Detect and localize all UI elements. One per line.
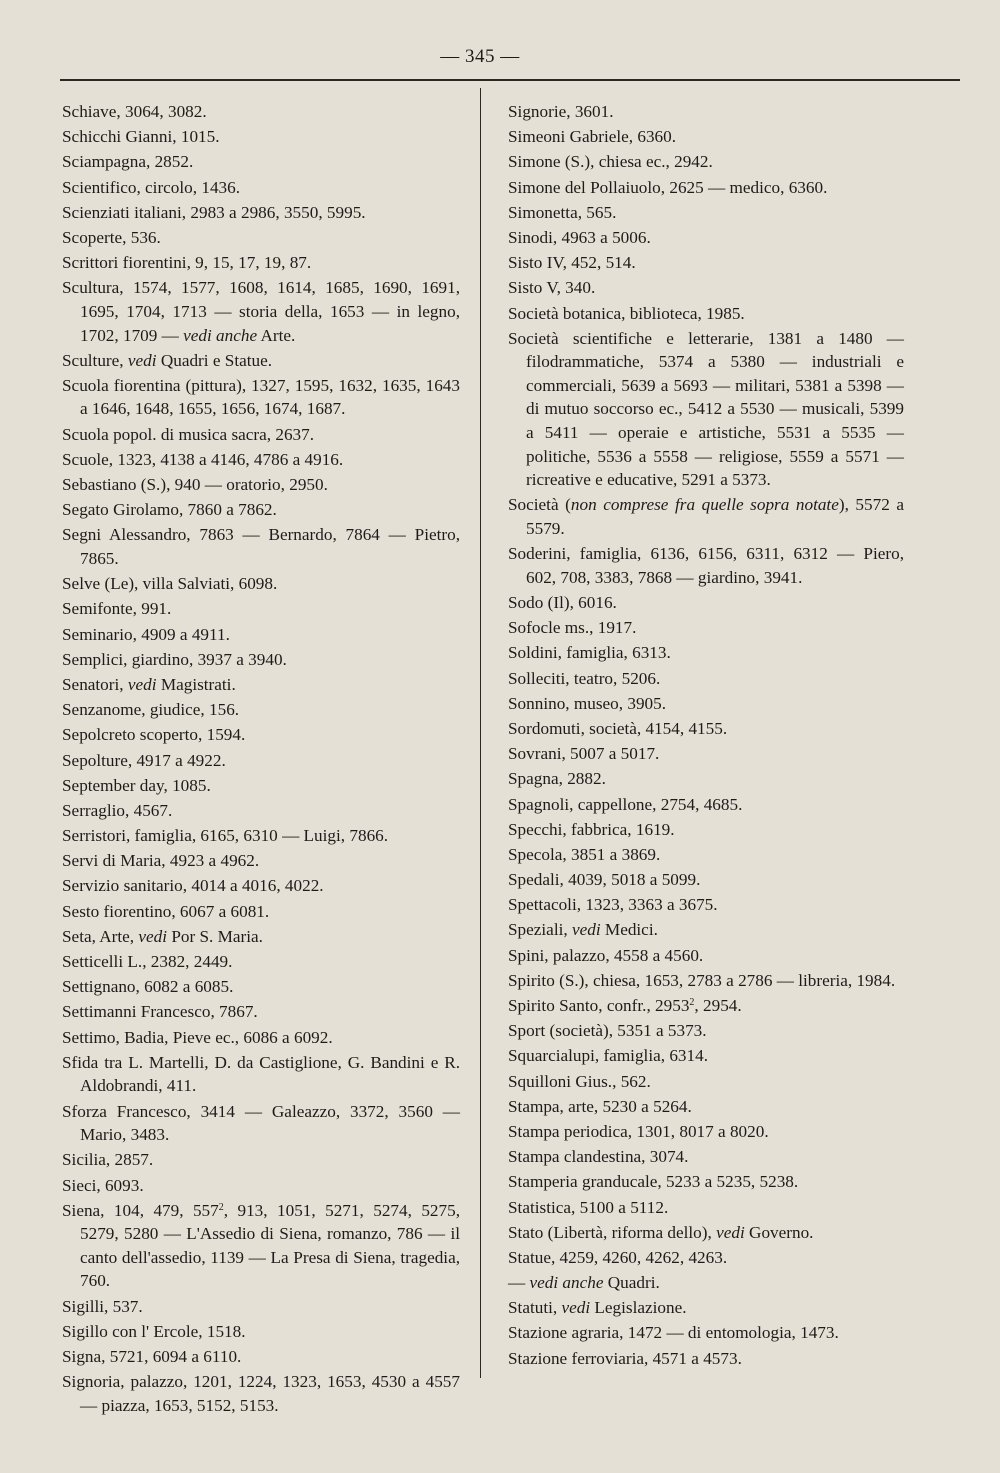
entry-text: Simone (S.), chiesa ec., 2942.: [508, 152, 713, 172]
italic-reference: vedi anche: [529, 1273, 604, 1293]
index-entry: [508, 667, 904, 691]
index-entry: [508, 1196, 904, 1220]
index-entry: [62, 498, 460, 522]
entry-text: Spedali, 4039, 5018 a 5099.: [508, 870, 701, 890]
entry-text: Scoperte, 536.: [62, 227, 161, 247]
index-entry: [508, 125, 904, 149]
entry-text: Sigillo con l' Ercole, 1518.: [62, 1321, 246, 1341]
entry-text: Spini, palazzo, 4558 a 4560.: [508, 945, 704, 965]
entry-text: Soldini, famiglia, 6313.: [508, 643, 671, 663]
entry-text: Simonetta, 565.: [508, 202, 617, 222]
entry-text: Squilloni Gius., 562.: [508, 1071, 651, 1091]
entry-text: Soderini, famiglia, 6136, 6156, 6311, 6312 — Piero, 602, 708, 3383, 7868 — giardino, 3941.: [508, 544, 904, 587]
index-entry: [62, 251, 460, 275]
index-entry: [508, 176, 904, 200]
entry-text: Settignano, 6082 a 6085.: [62, 977, 234, 997]
index-entry: [508, 742, 904, 766]
entry-text: Società scientifiche e letterarie, 1381 a 1480 — filodrammatiche, 5374 a 5380 — industriali e commerciali, 5639 a 5693 — militari, 5381 a 5398 — di mutuo soccorso ec., 5412 a 5530 — musicali, 5399 a 5411 — operaie e artistiche, 5531 a 5535 — politiche, 5536 a 5558 — religiose, 5559 a 5571 — ricreative e educative, 5291 a 5373.: [508, 328, 904, 490]
entry-text: Semplici, giardino, 3937 a 3940.: [62, 649, 287, 669]
entry-text: Sculture,: [62, 350, 128, 370]
index-column-left: [62, 100, 460, 1419]
italic-reference: vedi: [127, 674, 157, 694]
entry-text: Scienziati italiani, 2983 a 2986, 3550, 5995.: [62, 202, 366, 222]
entry-text: Stampa periodica, 1301, 8017 a 8020.: [508, 1121, 769, 1141]
entry-text: Servi di Maria, 4923 a 4962.: [62, 851, 260, 871]
index-entry: [62, 673, 460, 697]
index-entry: [508, 591, 904, 615]
index-entry: [508, 969, 904, 993]
index-entry: [62, 623, 460, 647]
entry-text: Sinodi, 4963 a 5006.: [508, 227, 651, 247]
entry-text: Sieci, 6093.: [62, 1175, 144, 1195]
entry-text: Scuola popol. di musica sacra, 2637.: [62, 424, 315, 444]
page-number: — 345 —: [440, 46, 520, 67]
entry-text: Speziali,: [508, 920, 572, 940]
entry-text: Por S. Maria.: [167, 926, 263, 946]
entry-text: Spettacoli, 1323, 3363 a 3675.: [508, 895, 718, 915]
index-entry: [62, 523, 460, 570]
entry-text: Statistica, 5100 a 5112.: [508, 1197, 669, 1217]
index-entry: [62, 150, 460, 174]
italic-reference: vedi anche: [183, 325, 258, 345]
entry-text: Stampa, arte, 5230 a 5264.: [508, 1096, 692, 1116]
entry-text: Stazione ferroviaria, 4571 a 4573.: [508, 1348, 742, 1368]
entry-text: Medici.: [600, 920, 658, 940]
entry-text: , 913, 1051, 5271, 5274, 5275, 5279, 5280 — L'Assedio di Siena, romanzo, 786 — il canto dell'assedio, 1139 — La Presa di Siena, tragedia, 760.: [80, 1200, 461, 1291]
index-entry: [62, 1295, 460, 1319]
entry-text: Scrittori fiorentini, 9, 15, 17, 19, 87.: [62, 253, 312, 273]
entry-text: Sordomuti, società, 4154, 4155.: [508, 718, 728, 738]
entry-text: Sepolture, 4917 a 4922.: [62, 750, 226, 770]
index-entry: [508, 1321, 904, 1345]
index-entry: [508, 226, 904, 250]
entry-text: Semifonte, 991.: [62, 599, 172, 619]
italic-reference: vedi: [561, 1298, 591, 1318]
index-entry: [508, 1120, 904, 1144]
index-entry: [508, 150, 904, 174]
index-entry: [62, 749, 460, 773]
index-entry: [508, 542, 904, 589]
index-entry: [508, 1296, 904, 1320]
index-entry: [508, 641, 904, 665]
index-entry: [508, 276, 904, 300]
header-rule: [60, 79, 960, 81]
index-entry: [62, 1320, 460, 1344]
index-entry: [62, 698, 460, 722]
index-entry: [62, 1370, 460, 1417]
entry-text: Serristori, famiglia, 6165, 6310 — Luigi, 7866.: [62, 826, 389, 846]
entry-text: Legislazione.: [590, 1298, 687, 1318]
entry-text: Signa, 5721, 6094 a 6110.: [62, 1347, 242, 1367]
index-entry: [508, 818, 904, 842]
entry-text: Scultura, 1574, 1577, 1608, 1614, 1685, 1690, 1691, 1695, 1704, 1713 — storia della, 1653 — in legno, 1702, 1709 —: [62, 278, 460, 345]
entry-text: —: [508, 1273, 530, 1293]
entry-text: Stato (Libertà, riforma dello),: [508, 1222, 717, 1242]
index-entry: [62, 950, 460, 974]
entry-text: Senzanome, giudice, 156.: [62, 700, 240, 720]
column-divider: [480, 88, 481, 1378]
index-entry: [508, 1271, 904, 1295]
index-entry: [62, 1051, 460, 1098]
entry-text: Squarcialupi, famiglia, 6314.: [508, 1046, 708, 1066]
superscript-mark: 2: [689, 997, 695, 1008]
entry-text: Quadri e Statue.: [156, 350, 273, 370]
entry-text: Sofocle ms., 1917.: [508, 618, 637, 638]
entry-text: Specchi, fabbrica, 1619.: [508, 819, 675, 839]
index-entry: [508, 1347, 904, 1371]
entry-text: Solleciti, teatro, 5206.: [508, 668, 661, 688]
index-entry: [62, 473, 460, 497]
entry-text: Sciampagna, 2852.: [62, 152, 194, 172]
index-entry: [62, 925, 460, 949]
index-entry: [62, 100, 460, 124]
index-entry: [508, 1019, 904, 1043]
entry-text: Segato Girolamo, 7860 a 7862.: [62, 500, 277, 520]
entry-text: Società (: [508, 495, 571, 515]
index-entry: [62, 201, 460, 225]
index-entry: [62, 1026, 460, 1050]
entry-text: Scientifico, circolo, 1436.: [62, 177, 241, 197]
entry-text: Spagnoli, cappellone, 2754, 4685.: [508, 794, 743, 814]
entry-text: Schicchi Gianni, 1015.: [62, 127, 220, 147]
entry-text: ), 5572 a 5579.: [526, 495, 904, 539]
index-entry: [62, 849, 460, 873]
entry-text: Statue, 4259, 4260, 4262, 4263.: [508, 1247, 728, 1267]
index-entry: [508, 201, 904, 225]
italic-reference: vedi: [716, 1222, 745, 1242]
index-entry: [62, 276, 460, 347]
entry-text: September day, 1085.: [62, 775, 211, 795]
entry-text: Signorie, 3601.: [508, 102, 614, 121]
index-entry: [508, 1145, 904, 1169]
index-entry: [62, 125, 460, 149]
index-column-right: [508, 100, 904, 1372]
italic-reference: vedi: [138, 926, 168, 946]
entry-text: Arte.: [257, 325, 296, 345]
index-entry: [508, 100, 904, 124]
entry-text: Schiave, 3064, 3082.: [62, 102, 207, 121]
entry-text: , 2954.: [694, 996, 742, 1015]
entry-text: Siena, 104, 479, 557: [62, 1200, 219, 1220]
entry-text: Simone del Pollaiuolo, 2625 — medico, 6360.: [508, 177, 828, 197]
index-entry: [508, 1095, 904, 1119]
index-entry: [62, 1199, 460, 1293]
index-entry: [508, 251, 904, 275]
entry-text: Sepolcreto scoperto, 1594.: [62, 725, 246, 745]
index-entry: [62, 799, 460, 823]
entry-text: Specola, 3851 a 3869.: [508, 844, 661, 864]
entry-text: Sodo (Il), 6016.: [508, 593, 617, 612]
index-entry: [62, 423, 460, 447]
italic-reference: vedi: [571, 920, 601, 940]
entry-text: Stampa clandestina, 3074.: [508, 1147, 689, 1167]
entry-text: Stamperia granducale, 5233 a 5235, 5238.: [508, 1172, 799, 1192]
entry-text: Segni Alessandro, 7863 — Bernardo, 7864 — Pietro, 7865.: [62, 525, 460, 568]
entry-text: Governo.: [744, 1222, 814, 1242]
entry-text: Serraglio, 4567.: [62, 800, 173, 820]
italic-reference: vedi: [127, 350, 157, 370]
index-entry: [62, 349, 460, 373]
entry-text: Sicilia, 2857.: [62, 1150, 154, 1170]
index-entry: [62, 597, 460, 621]
entry-text: Sebastiano (S.), 940 — oratorio, 2950.: [62, 475, 328, 495]
entry-text: Magistrati.: [156, 674, 236, 694]
index-entry: [508, 1246, 904, 1270]
index-entry: [62, 226, 460, 250]
index-entry: [62, 900, 460, 924]
index-entry: [508, 767, 904, 791]
index-entry: [62, 723, 460, 747]
index-entry: [62, 1345, 460, 1369]
index-entry: [508, 868, 904, 892]
index-entry: [62, 448, 460, 472]
entry-text: Sisto IV, 452, 514.: [508, 253, 636, 273]
index-entry: [62, 975, 460, 999]
entry-text: Sforza Francesco, 3414 — Galeazzo, 3372, 3560 — Mario, 3483.: [62, 1101, 460, 1145]
entry-text: Settimanni Francesco, 7867.: [62, 1002, 258, 1022]
index-entry: [62, 176, 460, 200]
index-entry: [508, 1070, 904, 1094]
entry-text: Statuti,: [508, 1298, 562, 1318]
entry-text: Setticelli L., 2382, 2449.: [62, 952, 233, 971]
index-entry: [508, 616, 904, 640]
index-entry: [62, 774, 460, 798]
index-entry: [62, 824, 460, 848]
index-entry: [508, 918, 904, 942]
entry-text: Spirito Santo, confr., 2953: [508, 996, 690, 1015]
index-entry: [508, 793, 904, 817]
index-entry: [508, 302, 904, 326]
entry-text: Servizio sanitario, 4014 a 4016, 4022.: [62, 876, 324, 896]
entry-text: Spirito (S.), chiesa, 1653, 2783 a 2786 — libreria, 1984.: [508, 970, 896, 990]
index-entry: [62, 1148, 460, 1172]
index-entry: [62, 374, 460, 421]
entry-text: Sovrani, 5007 a 5017.: [508, 744, 660, 764]
index-entry: [62, 874, 460, 898]
entry-text: Sonnino, museo, 3905.: [508, 693, 667, 713]
entry-text: Sesto fiorentino, 6067 a 6081.: [62, 901, 270, 921]
entry-text: Spagna, 2882.: [508, 769, 606, 789]
entry-text: Senatori,: [62, 674, 128, 694]
index-entry: [508, 944, 904, 968]
entry-text: Sfida tra L. Martelli, D. da Castiglione, G. Bandini e R. Aldobrandi, 411.: [62, 1052, 460, 1096]
entry-text: Seta, Arte,: [62, 926, 139, 946]
index-entry: [62, 1174, 460, 1198]
index-entry: [508, 1044, 904, 1068]
index-entry: [62, 1000, 460, 1024]
index-entry: [62, 572, 460, 596]
entry-text: Scuola fiorentina (pittura), 1327, 1595, 1632, 1635, 1643 a 1646, 1648, 1655, 1656, 1674, 1687.: [62, 375, 460, 419]
italic-reference: non comprese fra quelle sopra notate: [570, 495, 839, 515]
index-entry: [508, 1170, 904, 1194]
index-entry: [508, 893, 904, 917]
entry-text: Sport (società), 5351 a 5373.: [508, 1021, 707, 1041]
entry-text: Sigilli, 537.: [62, 1296, 143, 1316]
entry-text: Stazione agraria, 1472 — di entomologia, 1473.: [508, 1323, 839, 1343]
superscript-mark: 2: [218, 1201, 224, 1213]
index-entry: [508, 994, 904, 1018]
entry-text: Quadri.: [603, 1273, 660, 1293]
entry-text: Simeoni Gabriele, 6360.: [508, 127, 677, 147]
index-entry: [62, 1100, 460, 1147]
entry-text: Sisto V, 340.: [508, 278, 596, 298]
index-entry: [508, 843, 904, 867]
entry-text: Signoria, palazzo, 1201, 1224, 1323, 1653, 4530 a 4557 — piazza, 1653, 5152, 5153.: [62, 1372, 460, 1415]
index-entry: [62, 648, 460, 672]
entry-text: Società botanica, biblioteca, 1985.: [508, 303, 745, 323]
entry-text: Seminario, 4909 a 4911.: [62, 624, 230, 644]
entry-text: Selve (Le), villa Salviati, 6098.: [62, 574, 278, 594]
index-entry: [508, 1221, 904, 1245]
entry-text: Settimo, Badia, Pieve ec., 6086 a 6092.: [62, 1027, 333, 1047]
index-entry: [508, 327, 904, 492]
index-entry: [508, 493, 904, 540]
index-entry: [508, 717, 904, 741]
entry-text: Scuole, 1323, 4138 a 4146, 4786 a 4916.: [62, 449, 344, 469]
index-entry: [508, 692, 904, 716]
